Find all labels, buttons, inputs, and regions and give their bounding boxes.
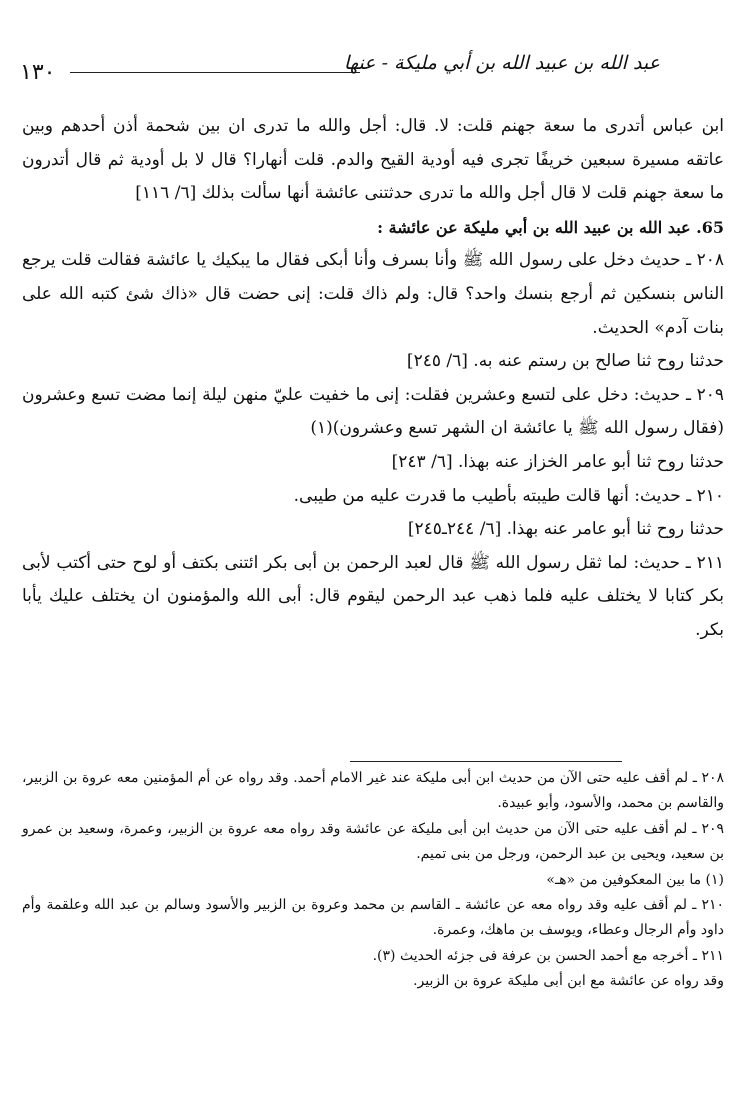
chapter-heading: 65. عبد الله بن عبيد الله بن أبي مليكة عن عائشة :	[377, 217, 724, 237]
page-header	[20, 48, 660, 88]
isnad-208: حدثنا روح ثنا صالح بن رستم عنه به. [٦/ ٢٤٥]	[406, 351, 724, 372]
footnote-211-cont: وقد رواه عن عائشة مع ابن أبى مليكة عروة بن الزبير.	[413, 973, 724, 990]
footnote-rule	[350, 761, 622, 762]
footnote-209: ٢٠٩ ـ لم أقف عليه حتى الآن من حديث ابن أبى مليكة عن عائشة وقد رواه معه عروة بن الزبير، وعمرة، وسعيد بن عمرو بن سعيد، ويحيى بن عبد الرحمن، ورجل من بنى تميم.	[22, 820, 724, 863]
hadith-211: ٢١١ ـ حديث: لما ثقل رسول الله ﷺ قال لعبد الرحمن بن أبى بكر ائتنى بكتف أو لوح حتى أكتب لأبى بكر كتابا لا يختلف عليه فلما ذهب عبد الرحمن ليقوم قال: أبى الله والمؤمنون ان يختلف عليك يأبا بكر.	[22, 552, 724, 640]
hadith-208: ٢٠٨ ـ حديث دخل على رسول الله ﷺ وأنا بسرف وأنا أبكى فقال ما يبكيك يا عائشة فقالت قلت يرجع الناس بنسكين ثم أرجع بنسك واحد؟ قال: ولم ذاك قلت: إنى حضت قال «ذاك شئ كتبه الله على بنات آدم» الحديث.	[22, 250, 724, 338]
running-title: عبد الله بن عبيد الله بن أبي مليكة - عنها	[343, 52, 660, 74]
footnote-211: ٢١١ ـ أخرجه مع أحمد الحسن بن عرفة فى جزئه الحديث (٣).	[372, 947, 724, 964]
paragraph: ابن عباس أتدرى ما سعة جهنم قلت: لا. قال: أجل والله ما تدرى ان بين شحمة أذن أحدهم وبين عاتقه مسيرة سبعين خريفًا تجرى فيه أودية القيح والدم. قلت أنهارا؟ قال لا بل أودية ثم قال أتدرون ما سعة جهنم قلت لا قال أجل والله ما تدرى حدثتنى عائشة أنها سألت بذلك [٦/ ١١٦]	[22, 116, 724, 204]
hadith-210: ٢١٠ ـ حديث: أنها قالت طيبته بأطيب ما قدرت عليه من طيبى.	[293, 485, 724, 506]
hadith-209: ٢٠٩ ـ حديث: دخل على لتسع وعشرين فقلت: إنى ما خفيت عليّ منهن ليلة إنما مضت تسع وعشرون (فقال رسول الله ﷺ يا عائشة ان الشهر تسع وعشرون)(١)	[22, 384, 724, 439]
header-rule	[70, 72, 360, 73]
footnote-210: ٢١٠ ـ لم أقف عليه وقد رواه معه عن عائشة ـ القاسم بن محمد وعروة بن الزبير والأسود وسالم بن عبد الله وعلقمة وأم داود وأم الرجال وعطاء، ويوسف بن ماهك، وعمرة.	[22, 897, 724, 939]
page-number: ١٣٠	[20, 60, 56, 85]
footnotes	[22, 766, 724, 995]
footnote-208: ٢٠٨ ـ لم أقف عليه حتى الآن من حديث ابن أبى مليكة عند غير الامام أحمد. وقد رواه عن أم المؤمنين معه عروة بن الزبير، والقاسم بن محمد، والأسود، وأبو عبيدة.	[22, 770, 724, 812]
isnad-210: حدثنا روح ثنا أبو عامر عنه بهذا. [٦/ ٢٤٤ـ٢٤٥]	[407, 519, 724, 540]
isnad-209: حدثنا روح ثنا أبو عامر الخزاز عنه بهذا. [٦/ ٢٤٣]	[391, 451, 724, 472]
footnote-1: (١) ما بين المعكوفين من «هـ»	[546, 871, 724, 888]
main-text	[22, 110, 724, 648]
